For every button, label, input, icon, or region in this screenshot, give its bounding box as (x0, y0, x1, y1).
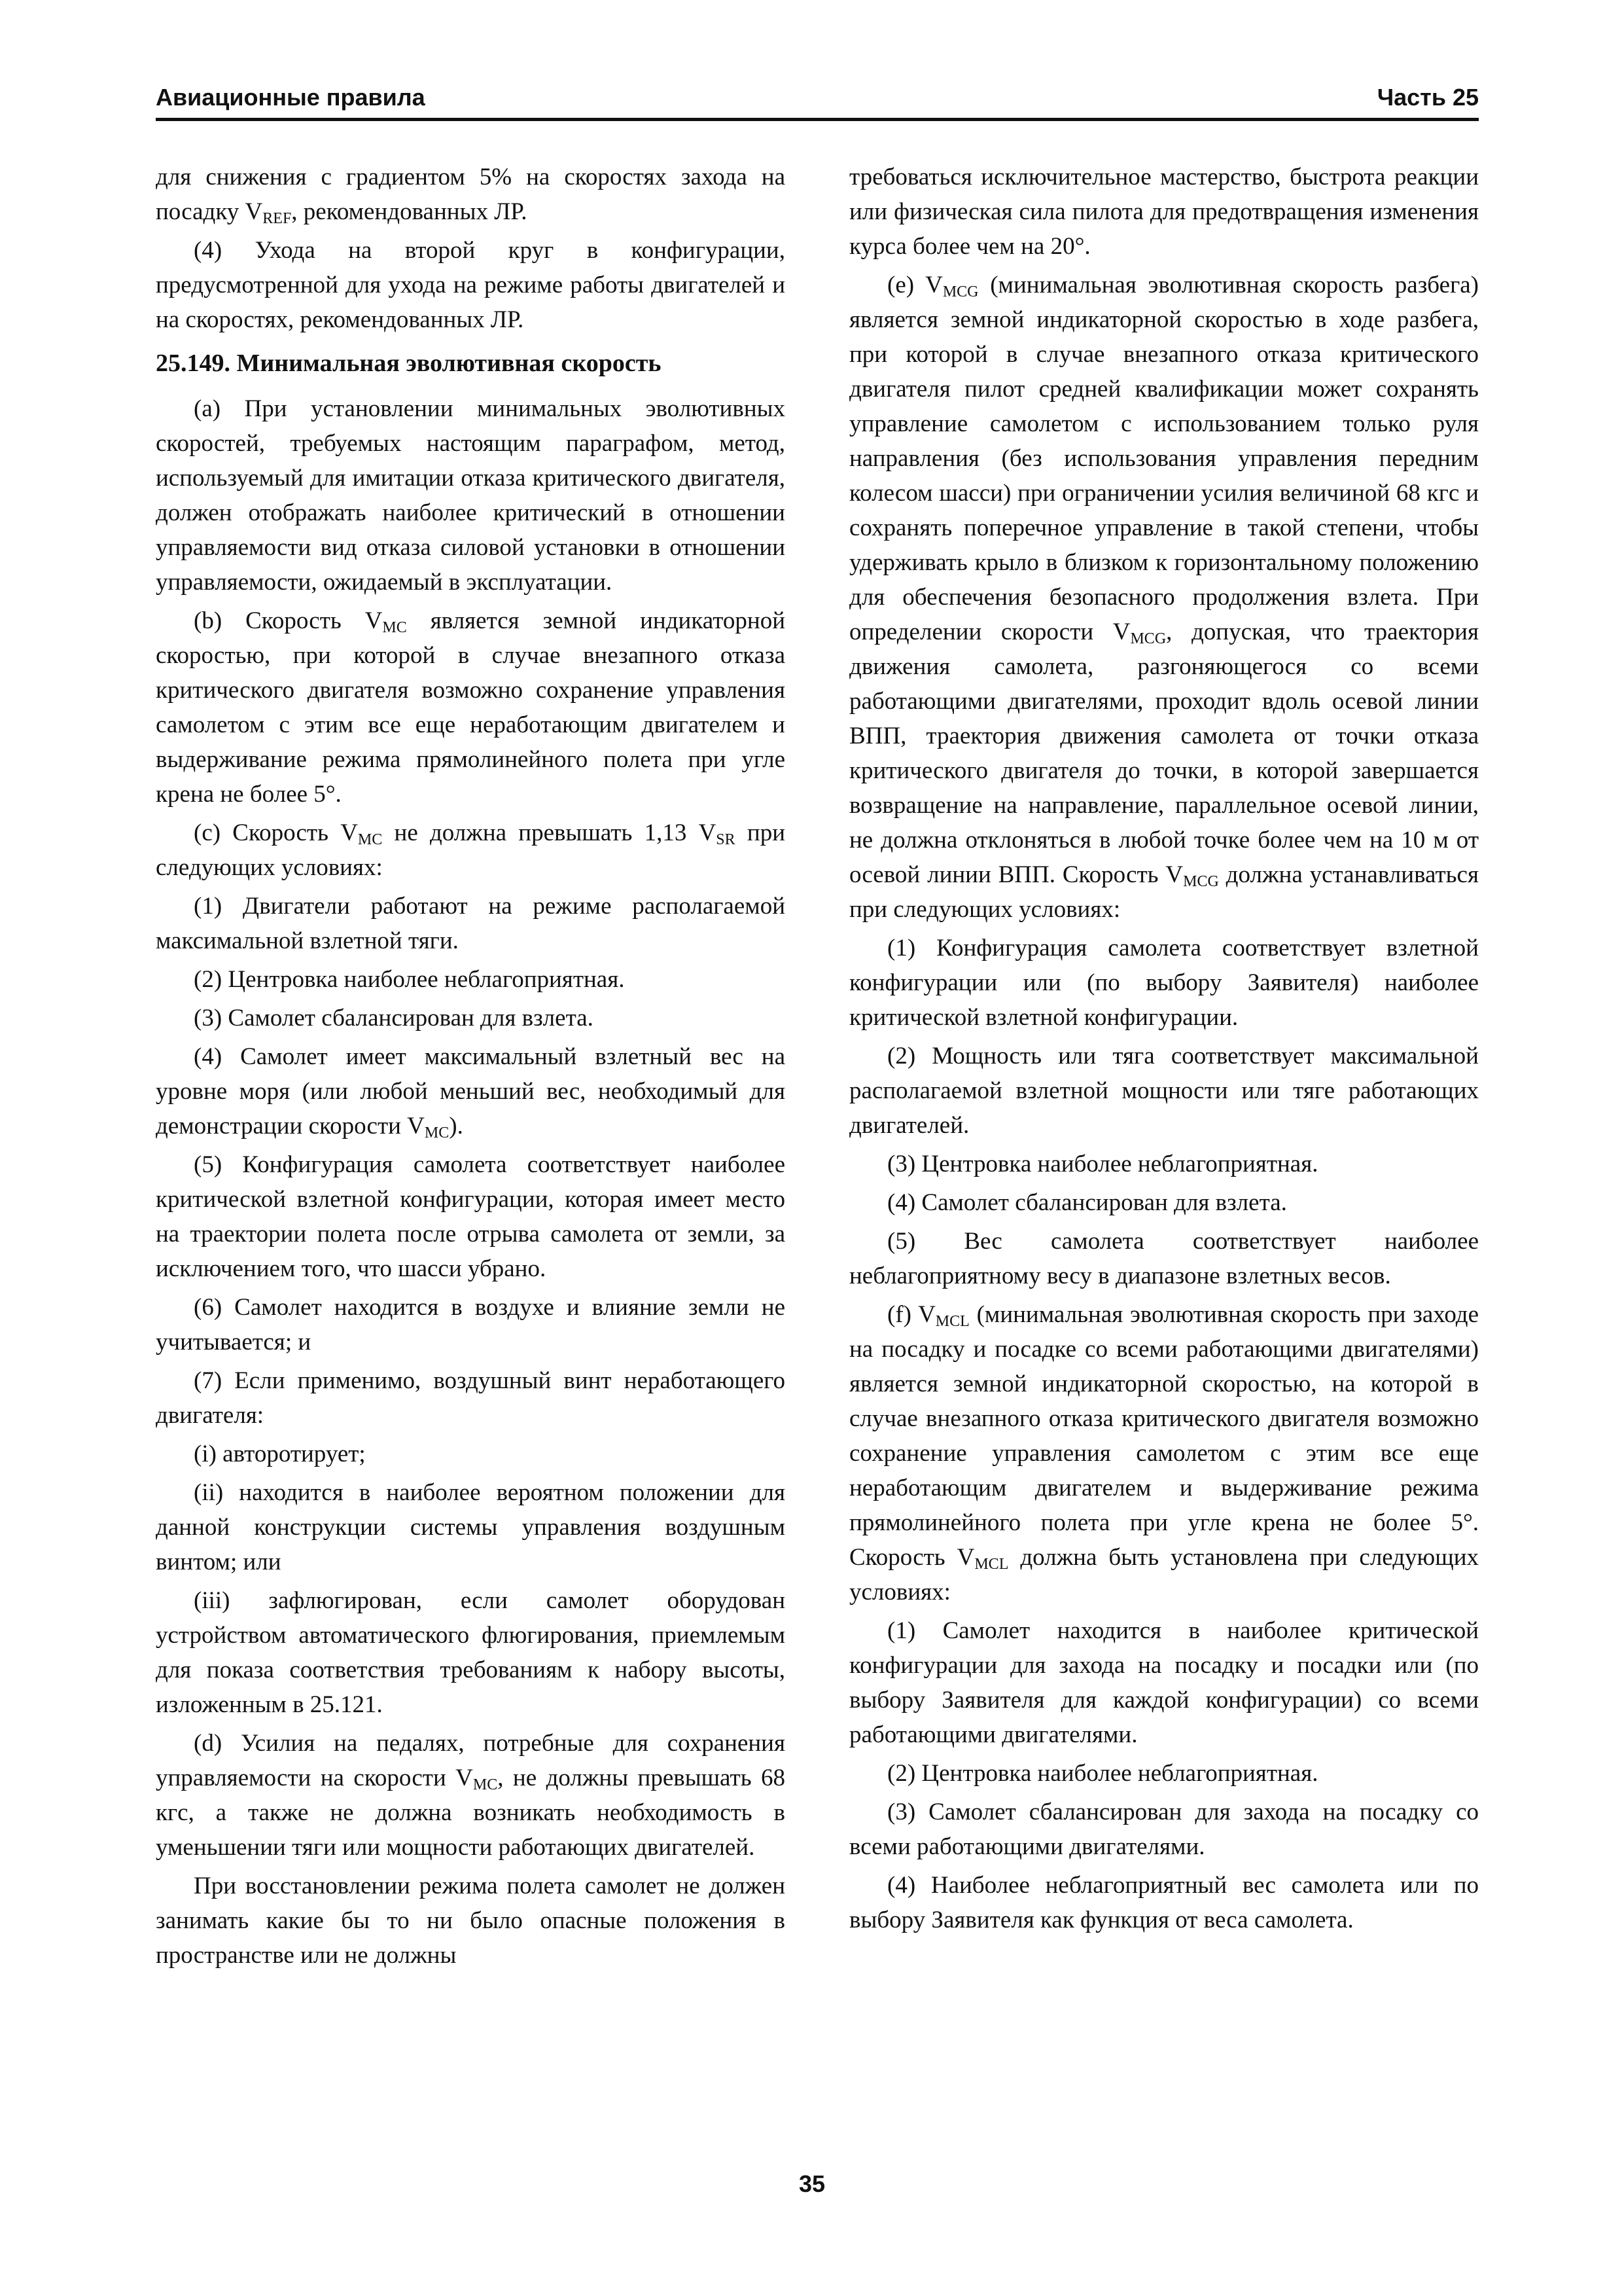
paragraph: При восстановлении режима полета самолет не должен занимать какие бы то ни было опасные положения в пространстве или не должны (156, 1873, 785, 1969)
left-column (156, 160, 785, 1977)
paragraph: требоваться исключительное мастерство, быстрота реакции или физическая сила пилота для предотвращения изменения курса более чем на 20°. (849, 164, 1479, 260)
list-item: (1) Конфигурация самолета соответствует взлетной конфигурации или (по выбору Заявителя) наиболее критической взлетной конфигурации. (849, 935, 1479, 1031)
paragraph: (a) При установлении минимальных эволютивных скоростей, требуемых настоящим параграфом, метод, используемый для имитации отказа критического двигателя, должен отображать наиболее критический в отношении управляемости вид отказа силовой установки в отношении управляемости, ожидаемый в эксплуатации. (156, 395, 785, 596)
paragraph: для снижения с градиентом 5% на скоростях захода на посадку $V_{REF}$, рекомендованных ЛР. (156, 164, 785, 227)
list-item: (1) Двигатели работают на режиме располагаемой максимальной взлетной тяги. (156, 893, 785, 954)
header-title: Авиационные правила (156, 84, 425, 111)
list-item: (2) Центровка наиболее неблагоприятная. (887, 1760, 1318, 1787)
list-item: (3) Самолет сбалансирован для взлета. (194, 1005, 593, 1031)
list-item: (4) Наиболее неблагоприятный вес самолета или по выбору Заявителя как функция от веса самолета. (849, 1872, 1479, 1933)
paragraph: (b) Скорость $V_{MC}$ является земной индикаторной скоростью, при которой в случае внезапного отказа критического двигателя возможно сохранение управления самолетом с этим все еще неработающим двигателем и выдерживание режима прямолинейного полета при угле крена не более 5°. (156, 607, 785, 808)
list-item: (2) Мощность или тяга соответствует максимальной располагаемой взлетной мощности или тяге работающих двигателей. (849, 1043, 1479, 1139)
paragraph: (c) Скорость $V_{MC}$ не должна превышать 1,13 $V_{SR}$ при следующих условиях: (156, 819, 785, 881)
list-item: (6) Самолет находится в воздухе и влияние земли не учитывается; и (156, 1294, 785, 1355)
paragraph: (e) $V_{MCG}$ (минимальная эволютивная скорость разбега) является земной индикаторной скоростью в ходе разбега, при которой в случае внезапного отказа критического двигателя пилот средней квалификации может сохранять управление самолетом с использованием только руля направления (без использования управления передним колесом шасси) при ограничении усилия величиной 68 кгс и сохранять поперечное управление в такой степени, чтобы удерживать крыло в близком к горизонтальному положению для обеспечения безопасного продолжения взлета. При определении скорости $V_{MCG}$, допуская, что траектория движения самолета, разгоняющегося со всеми работающими двигателями, проходит вдоль осевой линии ВПП, траектория движения самолета от точки отказа критического двигателя до точки, в которой завершается возвращение на направление, параллельное осевой линии, не должна отклоняться в любой точке более чем на 10 м от осевой линии ВПП. Скорость $V_{MCG}$ должна устанавливаться при следующих условиях: (849, 272, 1479, 923)
paragraph: (4) Ухода на второй круг в конфигурации, предусмотренной для ухода на режиме работы двигателей и на скоростях, рекомендованных ЛР. (156, 237, 785, 333)
list-item: (4) Самолет имеет максимальный взлетный вес на уровне моря (или любой меньший вес, необходимый для демонстрации скорости $V_{MC}$). (156, 1043, 785, 1141)
list-item: (4) Самолет сбалансирован для взлета. (887, 1189, 1287, 1216)
list-item: (7) Если применимо, воздушный винт неработающего двигателя: (156, 1367, 785, 1429)
paragraph: (d) Усилия на педалях, потребные для сохранения управляемости на скорости $V_{MC}$, не должны превышать 68 кгс, а также не должна возникать необходимость в уменьшении тяги или мощности работающих двигателей. (156, 1730, 785, 1861)
paragraph: (f) $V_{MCL}$ (минимальная эволютивная скорость при заходе на посадку и посадке со всеми работающими двигателями) является земной индикаторной скоростью, на которой в случае внезапного отказа критического двигателя возможно сохранение управления самолетом с этим все еще неработающим двигателем и выдерживание режима прямолинейного полета при угле крена не более 5°. Скорость $V_{MCL}$ должна быть установлена при следующих условиях: (849, 1301, 1479, 1605)
list-item: (3) Самолет сбалансирован для захода на посадку со всеми работающими двигателями. (849, 1799, 1479, 1860)
list-item: (2) Центровка наиболее неблагоприятная. (194, 966, 625, 993)
list-item: (ii) находится в наиболее вероятном положении для данной конструкции системы управления воздушным винтом; или (156, 1479, 785, 1575)
list-item: (3) Центровка наиболее неблагоприятная. (887, 1151, 1318, 1177)
list-item: (i) авторотирует; (194, 1441, 366, 1467)
list-item: (5) Вес самолета соответствует наиболее неблагоприятному весу в диапазоне взлетных весов. (849, 1228, 1479, 1289)
list-item: (5) Конфигурация самолета соответствует наиболее критической взлетной конфигурации, которая имеет место на траектории полета после отрыва самолета от земли, за исключением того, что шасси убрано. (156, 1151, 785, 1282)
section-heading: 25.149. Минимальная эволютивная скорость (156, 350, 662, 377)
list-item: (iii) зафлюгирован, если самолет оборудован устройством автоматического флюгирования, приемлемым для показа соответствия требованиям к набору высоты, изложенным в 25.121. (156, 1587, 785, 1718)
right-column (849, 160, 1479, 1941)
list-item: (1) Самолет находится в наиболее критической конфигурации для захода на посадку и посадки или (по выбору Заявителя для каждой конфигурации) со всеми работающими двигателями. (849, 1617, 1479, 1748)
page-number: 35 (798, 2170, 826, 2197)
header-part: Часть 25 (1377, 84, 1479, 111)
page-header (156, 77, 1479, 121)
